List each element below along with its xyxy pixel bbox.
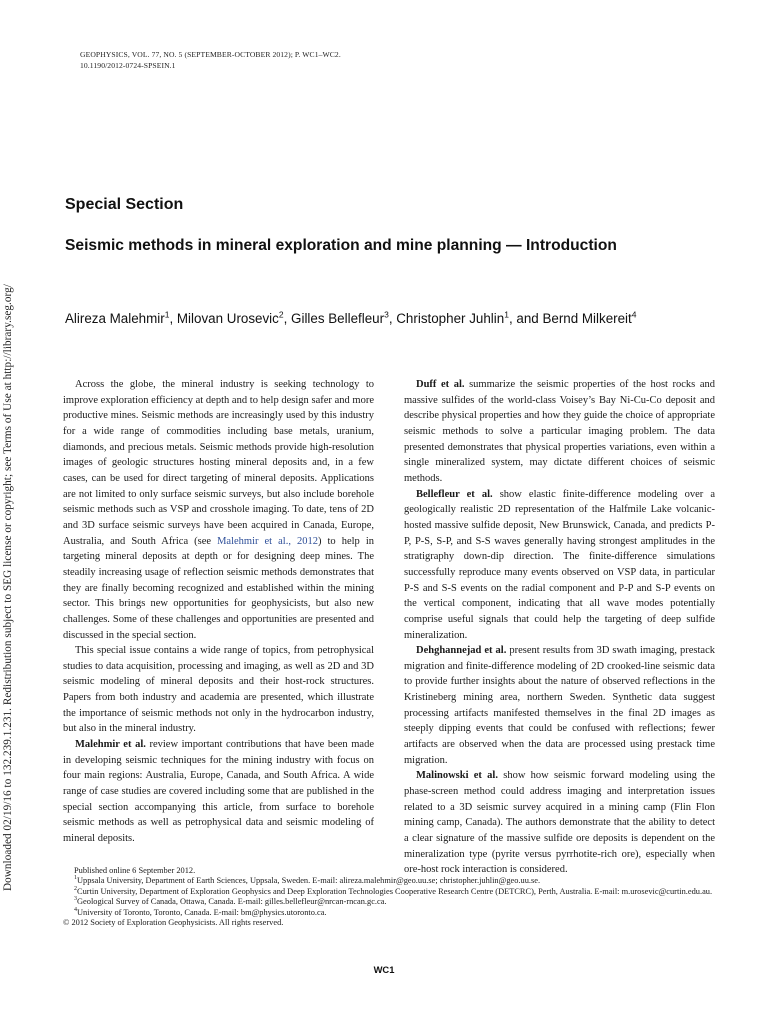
affiliation-text: Geological Survey of Canada, Ottawa, Canada. E-mail: gilles.bellefleur@nrcan-rncan.gc.ca. — [77, 897, 387, 907]
author — [542, 311, 636, 326]
body-column-left — [63, 377, 374, 847]
author — [396, 311, 542, 326]
copyright-notice: © 2012 Society of Exploration Geophysicists. All rights reserved. — [63, 918, 284, 928]
author — [177, 311, 291, 326]
body-paragraph — [404, 768, 715, 878]
article-title: Seismic methods in mineral exploration and mine planning — Introduction — [65, 237, 617, 254]
running-head — [80, 49, 341, 71]
page-number: WC1 — [373, 964, 395, 975]
paragraph-text: This special issue contains a wide range of topics, from petrophysical studies to data acquisition, processing and imaging, as well as 2D and 3D seismic modeling of mineral deposits and their host-rock structures. Papers from both industry and academia are presented, which illustrate the importance of seismic methods not only in the hydrocarbon industry, but also in the mineral industry. — [63, 645, 374, 735]
author-separator: , and — [508, 311, 543, 326]
affiliation-number: 2 — [74, 886, 77, 893]
body-paragraph — [404, 643, 715, 768]
affiliation-mark: 2 — [278, 309, 284, 320]
body-paragraph — [404, 487, 715, 644]
author-name: Christopher Juhlin — [396, 311, 505, 326]
affiliation-mark: 4 — [631, 309, 637, 320]
paragraph-text: summarize the seismic properties of the host rocks and massive sulfides of the world-class Voisey’s Bay Ni-Cu-Co deposit and describe physical properties and how they guide the choice of appropriate seismic methods to solve a particular imaging problem. The data presented demonstrates that physical properties variations, even within a single mineralized system, may dictate different choices of seismic methods. — [404, 379, 715, 484]
body-paragraph — [63, 643, 374, 737]
paragraph-text: show elastic finite-difference modeling over a geologically realistic 2D representation of the Halfmile Lake volcanic-hosted massive sulfide deposit, New Brunswick, Canada, and predicts P-P, P-S, S-P, and S-S waves generally having strongest amplitudes in the stratigraphy down-dip direction. The finite-difference simulations successfully reproduce many events observed on VSP data, in particular P-S and S-S events on the radial component and P-P and S-P events on the vertical component, indicating that all wave modes potentially comprise useful signals that could help the targeting of deep sulfide mineralization. — [404, 488, 715, 641]
paper-lead: Malinowski et al. — [416, 770, 498, 782]
author-name: Alireza Malehmir — [65, 311, 165, 326]
affiliation-mark: 3 — [384, 309, 389, 320]
section-label: Special Section — [65, 196, 184, 213]
affiliation-text: University of Toronto, Toronto, Canada. E-mail: bm@physics.utoronto.ca. — [77, 907, 327, 917]
paper-lead: Duff et al. — [416, 379, 465, 390]
body-paragraph — [63, 377, 374, 643]
author-name: Milovan Urosevic — [176, 311, 279, 326]
paper-lead: Dehghannejad et al. — [416, 645, 507, 657]
author-separator: , — [169, 311, 177, 326]
author-name: Bernd Milkereit — [542, 311, 632, 326]
affiliation-footnote — [63, 887, 723, 897]
author — [291, 311, 396, 326]
body-column-right — [404, 377, 715, 878]
affiliation-text: Uppsala University, Department of Earth Sciences, Uppsala, Sweden. E-mail: alireza.malehmir@geo.uu.se; christopher.juhlin@geo.uu.se. — [77, 876, 541, 886]
author-separator: , — [283, 311, 292, 326]
body-paragraph — [63, 737, 374, 847]
author — [65, 311, 177, 326]
paragraph-text: present results from 3D swath imaging, prestack migration and finite-difference modeling of 2D crooked-line seismic data to provide further insights about the nature of observed reflections in the Kristineberg mining area, northern Sweden. Synthetic data suggest processing artifacts manifested themselves in the final 2D images as steeply dipping events that could be confused with reflections; fewer artifacts are observed when the data are processed using prestack time migration. — [404, 645, 715, 766]
affiliation-mark: 1 — [504, 309, 509, 320]
affiliation-number: 1 — [74, 875, 77, 882]
paper-lead: Bellefleur et al. — [416, 488, 493, 500]
affiliation-text: Curtin University, Department of Exploration Geophysics and Deep Exploration Technologies Cooperative Research Centre (DETCRC), Perth, Australia. E-mail: m.urosevic@curtin.edu.au. — [77, 886, 713, 896]
paragraph-text: Across the globe, the mineral industry is seeking technology to improve exploration efficiency at depth and to help design safer and more productive mines. Seismic methods are increasingly used by this industry for a wide range of commodities including base metals, uranium, diamonds, and precious metals. Seismic methods provide high-resolution images of geologic structures hosting mineral deposits and, in a few cases, can be used for direct targeting of mineral deposits. Applications are not limited to only surface seismic surveys, but also include borehole seismic methods such as VSP and crosshole imaging. To date, tens of 2D and 3D surface seismic surveys have been acquired in Canada, Europe, Australia, and South Africa (see — [63, 379, 374, 547]
affiliation-number: 3 — [74, 896, 77, 903]
reference-link[interactable]: Malehmir et al., 2012 — [217, 535, 318, 547]
affiliation-footnote — [63, 908, 723, 918]
footnotes — [63, 866, 723, 928]
author-name: Gilles Bellefleur — [291, 311, 385, 326]
journal-citation: GEOPHYSICS, VOL. 77, NO. 5 (SEPTEMBER-OCTOBER 2012); P. WC1–WC2. — [80, 50, 341, 59]
publication-date: Published online 6 September 2012. — [74, 866, 196, 875]
affiliation-footnote — [63, 897, 723, 907]
affiliation-number: 4 — [74, 906, 77, 913]
body-paragraph — [404, 377, 715, 487]
paper-lead: Malehmir et al. — [75, 739, 146, 751]
doi: 10.1190/2012-0724-SPSEIN.1 — [80, 61, 176, 70]
author-list — [65, 311, 760, 326]
affiliation-footnote — [63, 876, 723, 886]
author-separator: , — [388, 311, 397, 326]
affiliation-mark: 1 — [164, 309, 170, 320]
paragraph-text: ) to help in targeting mineral deposits at depth or for designing deep mines. The steadily increasing usage of reflection seismic methods demonstrates that they are finally becoming recognized and established within the mining sector. This brings new opportunities for geophysicists, but also new challenges. Some of these challenges and opportunities are presented and discussed in the special section. — [63, 535, 374, 641]
paragraph-text: show how seismic forward modeling using the phase-screen method could address imaging and interpretation issues related to a 3D seismic survey acquired in a mining camp (Flin Flon mining camp, Canada). The authors demonstrate that the ability to detect a clear signature of the massive sulfide ore deposits is dependent on the mineralization type (pyrite versus pyrrhotite-rich ore), especially when ore-host rock interaction is considered. — [404, 770, 715, 876]
download-notice: Downloaded 02/19/16 to 132.239.1.231. Redistribution subject to SEG license or copyright; see Terms of Use at http://library.seg.org/ — [2, 284, 14, 891]
paragraph-text: review important contributions that have been made in developing seismic techniques for the mining industry with focus on four main regions: Australia, Europe, Canada, and South Africa. A wide range of case studies are covered including some that are published in the special section accompanying this article, from surface to borehole seismic methods as well as petrophysical data and seismic modeling of mineral deposits. — [63, 739, 374, 845]
